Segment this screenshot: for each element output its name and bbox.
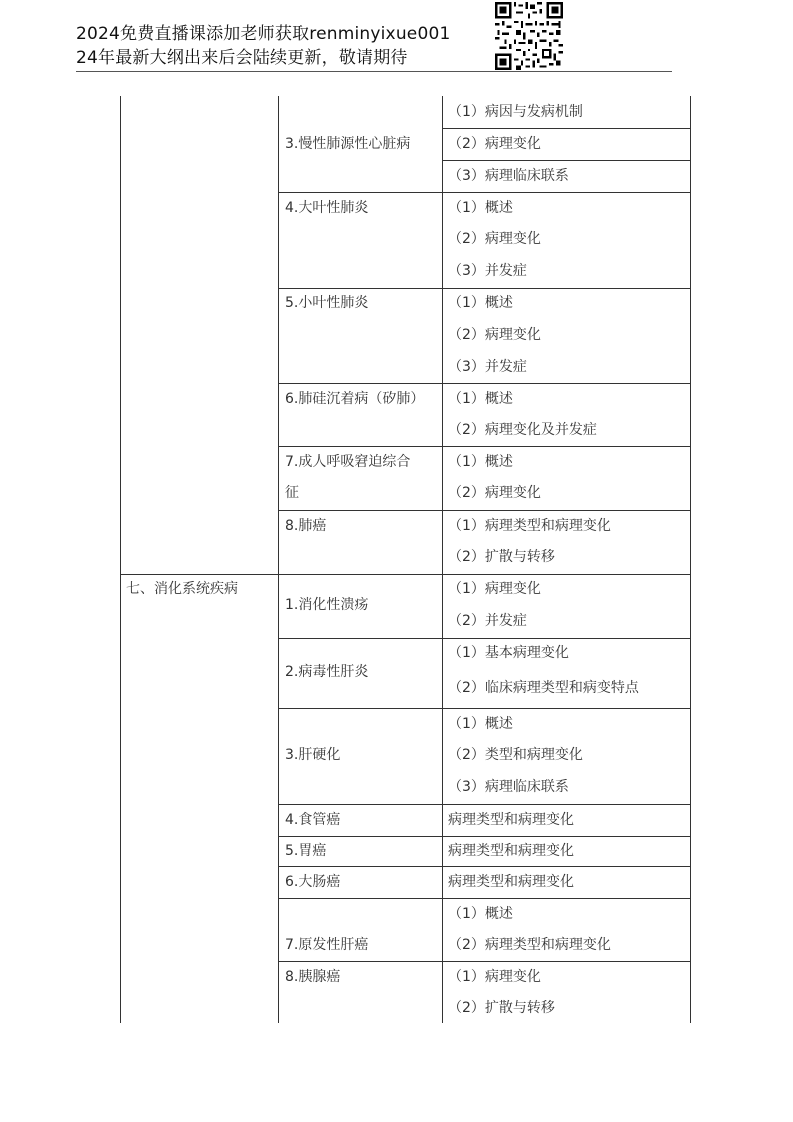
row-divider xyxy=(278,708,691,709)
topic-label: 6.肺硅沉着病（矽肺） xyxy=(285,391,425,407)
table-border-left xyxy=(120,96,121,1023)
point-item: （1）病理变化 xyxy=(448,581,541,597)
point-item: （1）概述 xyxy=(448,716,513,732)
point-item: （2）病理变化 xyxy=(448,485,541,501)
topic-label: 3.肝硬化 xyxy=(285,747,341,763)
table-col-divider-1 xyxy=(278,96,279,1023)
topic-label: 3.慢性肺源性心脏病 xyxy=(285,136,411,152)
row-divider xyxy=(278,383,691,384)
row-divider xyxy=(278,804,691,805)
row-divider xyxy=(442,128,691,129)
point-item: （2）病理变化 xyxy=(448,231,541,247)
row-divider xyxy=(278,866,691,867)
row-divider xyxy=(278,446,691,447)
row-divider xyxy=(278,836,691,837)
header-line-1: 2024免费直播课添加老师获取renminyixue001 xyxy=(76,24,451,44)
point-item: （1）病理变化 xyxy=(448,969,541,985)
row-divider xyxy=(278,961,691,962)
section-label: 七、消化系统疾病 xyxy=(126,581,238,597)
topic-label: 征 xyxy=(285,485,299,501)
row-divider xyxy=(278,638,691,639)
topic-label: 4.食管癌 xyxy=(285,812,341,828)
point-item: （1）基本病理变化 xyxy=(448,645,569,661)
point-item: （1）概述 xyxy=(448,906,513,922)
topic-label: 5.小叶性肺炎 xyxy=(285,295,369,311)
point-item: （3）并发症 xyxy=(448,263,527,279)
point-item: （3）病理临床联系 xyxy=(448,168,569,184)
row-divider xyxy=(278,898,691,899)
header-line-2: 24年最新大纲出来后会陆续更新，敬请期待 xyxy=(76,48,408,68)
point-item: （2）扩散与转移 xyxy=(448,549,555,565)
topic-label: 4.大叶性肺炎 xyxy=(285,200,369,216)
table-border-right xyxy=(690,96,691,1023)
point-item: （1）概述 xyxy=(448,391,513,407)
point-item: （2）类型和病理变化 xyxy=(448,747,583,763)
topic-label: 7.原发性肝癌 xyxy=(285,937,369,953)
point-item: （2）并发症 xyxy=(448,613,527,629)
point-item: （2）病理类型和病理变化 xyxy=(448,937,611,953)
topic-label: 2.病毒性肝炎 xyxy=(285,664,369,680)
point-item: 病理类型和病理变化 xyxy=(448,874,574,890)
header xyxy=(76,22,451,70)
topic-label: 5.胃癌 xyxy=(285,843,327,859)
point-item: （2）临床病理类型和病变特点 xyxy=(448,680,639,696)
topic-label: 8.肺癌 xyxy=(285,518,327,534)
point-item: （3）病理临床联系 xyxy=(448,779,569,795)
topic-label: 7.成人呼吸窘迫综合 xyxy=(285,454,411,470)
qr-code-icon xyxy=(495,2,563,70)
point-item: （1）病因与发病机制 xyxy=(448,104,583,120)
row-divider xyxy=(278,288,691,289)
point-item: （1）概述 xyxy=(448,200,513,216)
point-item: （2）病理变化 xyxy=(448,136,541,152)
point-item: （2）扩散与转移 xyxy=(448,1000,555,1016)
row-divider xyxy=(278,192,691,193)
point-item: 病理类型和病理变化 xyxy=(448,812,574,828)
topic-label: 6.大肠癌 xyxy=(285,874,341,890)
point-item: 病理类型和病理变化 xyxy=(448,843,574,859)
point-item: （1）概述 xyxy=(448,454,513,470)
point-item: （1）病理类型和病理变化 xyxy=(448,518,611,534)
section-divider xyxy=(120,574,691,575)
point-item: （2）病理变化 xyxy=(448,327,541,343)
table-col-divider-2 xyxy=(442,96,443,1023)
header-divider xyxy=(76,71,672,72)
point-item: （2）病理变化及并发症 xyxy=(448,422,597,438)
point-item: （3）并发症 xyxy=(448,359,527,375)
topic-label: 1.消化性溃疡 xyxy=(285,597,369,613)
row-divider xyxy=(278,510,691,511)
row-divider xyxy=(442,160,691,161)
topic-label: 8.胰腺癌 xyxy=(285,969,341,985)
point-item: （1）概述 xyxy=(448,295,513,311)
